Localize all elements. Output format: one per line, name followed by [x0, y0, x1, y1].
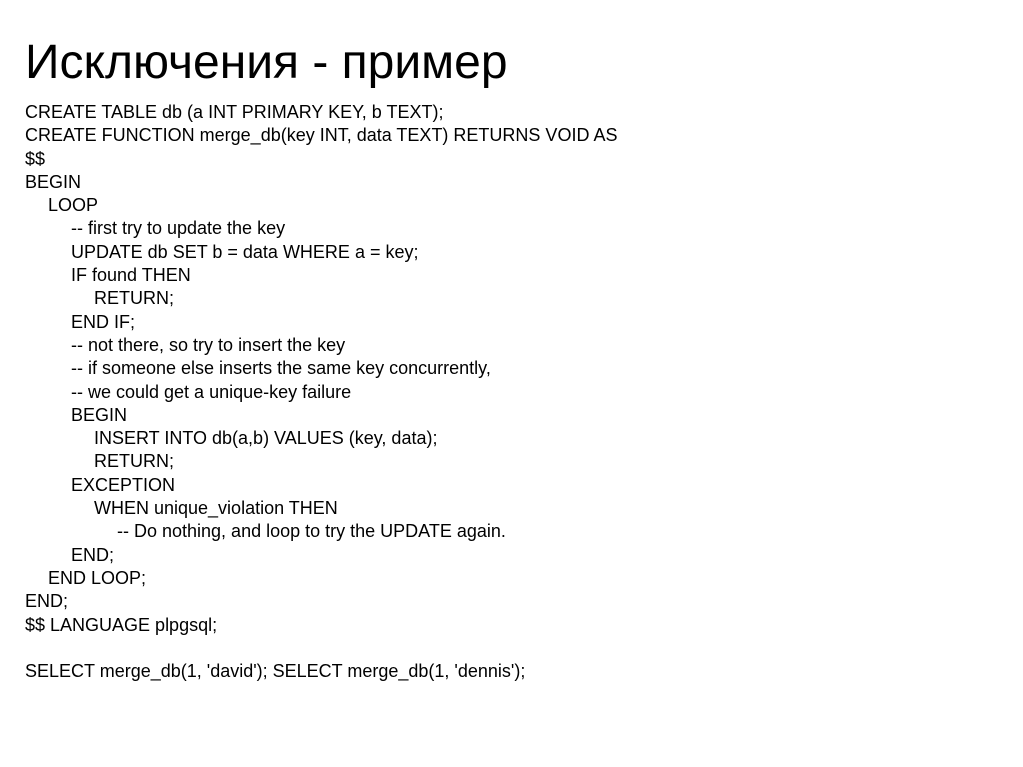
code-line: CREATE TABLE db (a INT PRIMARY KEY, b TEXT);: [25, 102, 444, 122]
code-line: END;: [25, 591, 69, 612]
code-line: IF found THEN: [71, 265, 191, 286]
code-line: -- not there, so try to insert the key: [71, 334, 346, 355]
code-line: CREATE FUNCTION merge_db(key INT, data TEXT) RETURNS VOID AS: [25, 125, 618, 146]
code-line: WHEN unique_violation THEN: [94, 498, 338, 519]
slide-title: Исключения - пример: [25, 36, 508, 89]
code-line: END IF;: [71, 311, 136, 332]
code-line: -- first try to update the key: [71, 218, 286, 239]
code-line: RETURN;: [94, 451, 174, 472]
code-line: BEGIN: [25, 171, 82, 192]
code-listing: [25, 101, 1003, 683]
code-line-blank: [25, 637, 1003, 660]
code-line: EXCEPTION: [71, 474, 176, 495]
code-line: BEGIN: [71, 404, 128, 425]
code-line: -- if someone else inserts the same key concurrently,: [71, 358, 491, 379]
code-line: $$: [25, 148, 46, 169]
code-line: $$ LANGUAGE plpgsql;: [25, 614, 218, 635]
code-line: END LOOP;: [48, 567, 147, 588]
code-line: UPDATE db SET b = data WHERE a = key;: [71, 241, 419, 262]
code-line: LOOP: [48, 195, 99, 216]
code-line: RETURN;: [94, 288, 174, 309]
code-line: SELECT merge_db(1, 'david'); SELECT merge_db(1, 'dennis');: [25, 661, 526, 682]
code-line: -- we could get a unique-key failure: [71, 381, 352, 402]
code-line: -- Do nothing, and loop to try the UPDATE again.: [117, 521, 506, 542]
code-line: END;: [71, 544, 115, 565]
code-line: INSERT INTO db(a,b) VALUES (key, data);: [94, 428, 438, 449]
